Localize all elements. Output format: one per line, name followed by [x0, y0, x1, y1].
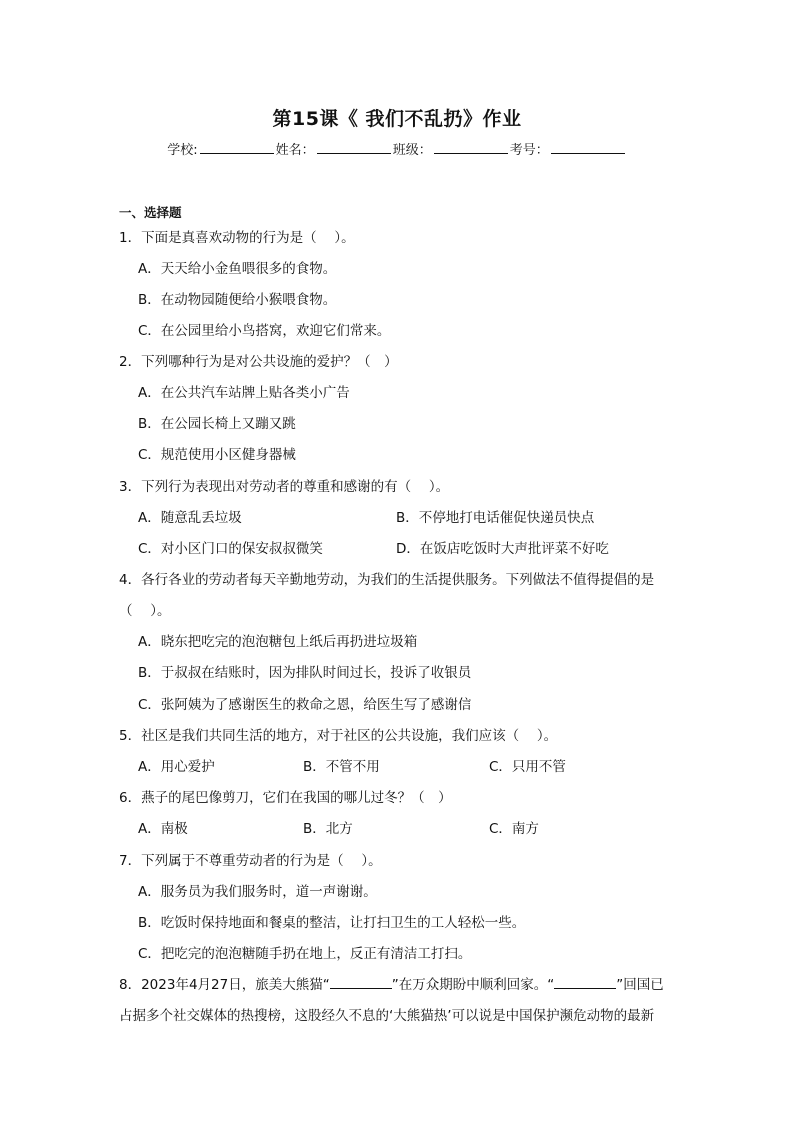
- question-6-option-a[interactable]: A．南极: [138, 821, 188, 837]
- question-2-option-c[interactable]: C．规范使用小区健身器械: [138, 447, 296, 463]
- question-1-option-c[interactable]: C．在公园里给小鸟搭窝，欢迎它们常来。: [138, 323, 391, 339]
- question-8-stem-continued: 占据多个社交媒体的热搜榜，这股经久不息的‘大熊猫热’可以说是中国保护濒危动物的最新: [119, 1008, 655, 1024]
- question-6-stem: 6．燕子的尾巴像剪刀，它们在我国的哪儿过冬？（ ）: [119, 790, 452, 806]
- question-8-stem: [119, 976, 664, 994]
- question-4-option-a[interactable]: A．晓东把吃完的泡泡糖包上纸后再扔进垃圾箱: [138, 634, 418, 650]
- student-info-line: [0, 139, 794, 158]
- question-2-option-b[interactable]: B．在公园长椅上又蹦又跳: [138, 416, 296, 432]
- school-blank[interactable]: [200, 141, 274, 154]
- question-5-option-a[interactable]: A．用心爱护: [138, 759, 215, 775]
- question-1-stem: 1．下面是真喜欢动物的行为是（ ）。: [119, 230, 355, 246]
- question-4-stem-continued: （ ）。: [119, 603, 171, 619]
- question-8-blank-2[interactable]: [554, 976, 616, 989]
- question-4-stem: 4．各行各业的劳动者每天辛勤地劳动，为我们的生活提供服务。下列做法不值得提倡的是: [119, 572, 655, 588]
- question-6-option-b[interactable]: B．北方: [303, 821, 353, 837]
- question-3-option-c[interactable]: C．对小区门口的保安叔叔微笑: [138, 541, 323, 557]
- question-8-text-c: ”回国已: [616, 977, 664, 993]
- question-3-option-d[interactable]: D．在饭店吃饭时大声批评菜不好吃: [396, 541, 609, 557]
- question-5-option-b[interactable]: B．不管不用: [303, 759, 380, 775]
- question-4-option-c[interactable]: C．张阿姨为了感谢医生的救命之恩，给医生写了感谢信: [138, 697, 472, 713]
- question-4-option-b[interactable]: B．于叔叔在结账时，因为排队时间过长，投诉了收银员: [138, 665, 472, 681]
- question-7-stem: 7．下列属于不尊重劳动者的行为是（ ）。: [119, 853, 382, 869]
- question-3-stem: 3．下列行为表现出对劳动者的尊重和感谢的有（ ）。: [119, 479, 450, 495]
- question-3-option-a[interactable]: A．随意乱丢垃圾: [138, 510, 242, 526]
- class-label: 班级：: [392, 143, 432, 158]
- question-7-option-c[interactable]: C．把吃完的泡泡糖随手扔在地上，反正有清洁工打扫。: [138, 946, 472, 962]
- question-7-option-a[interactable]: A．服务员为我们服务时，道一声谢谢。: [138, 884, 377, 900]
- question-8-blank-1[interactable]: [330, 976, 392, 989]
- question-6-option-c[interactable]: C．南方: [489, 821, 539, 837]
- question-5-stem: 5．社区是我们共同生活的地方，对于社区的公共设施，我们应该（ ）。: [119, 728, 558, 744]
- question-8-text-b: ”在万众期盼中顺利回家。“: [391, 977, 555, 993]
- question-7-option-b[interactable]: B．吃饭时保持地面和餐桌的整洁，让打扫卫生的工人轻松一些。: [138, 915, 526, 931]
- question-1-option-b[interactable]: B．在动物园随便给小猴喂食物。: [138, 292, 337, 308]
- question-8-text-a: 8．2023年4月27日，旅美大熊猫“: [119, 977, 330, 993]
- question-5-option-c[interactable]: C．只用不管: [489, 759, 566, 775]
- page-title: 第15课《 我们不乱扔》作业: [272, 108, 522, 130]
- question-2-stem: 2．下列哪种行为是对公共设施的爱护？（ ）: [119, 354, 398, 370]
- question-2-option-a[interactable]: A．在公共汽车站牌上贴各类小广告: [138, 385, 350, 401]
- name-label: 姓名：: [275, 143, 315, 158]
- school-label: 学校:: [167, 143, 198, 158]
- exam-number-label: 考号：: [509, 143, 549, 158]
- exam-number-blank[interactable]: [551, 141, 625, 154]
- section-title: 一、选择题: [119, 205, 182, 220]
- question-3-option-b[interactable]: B．不停地打电话催促快递员快点: [396, 510, 595, 526]
- class-blank[interactable]: [434, 141, 508, 154]
- name-blank[interactable]: [317, 141, 391, 154]
- question-1-option-a[interactable]: A．天天给小金鱼喂很多的食物。: [138, 261, 337, 277]
